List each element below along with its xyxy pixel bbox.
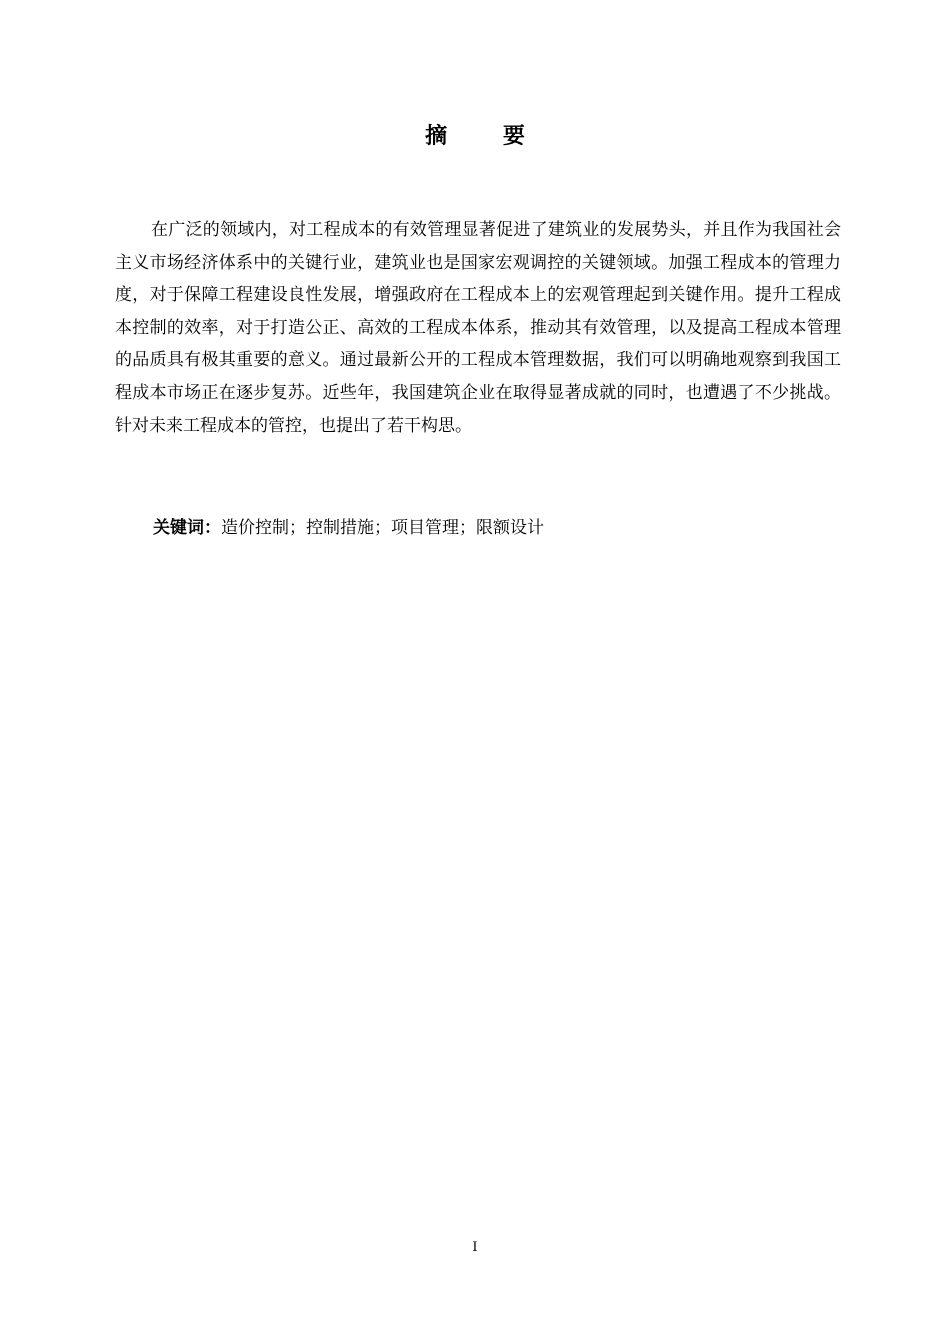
keywords-label: 关键词： xyxy=(153,518,221,538)
keywords-line xyxy=(153,512,843,544)
abstract-paragraph: 在广泛的领域内，对工程成本的有效管理显著促进了建筑业的发展势头，并且作为我国社会主义市场经济体系中的关键行业，建筑业也是国家宏观调控的关键领域。加强工程成本的管理力度，对于保障工程建设良性发展，增强政府在工程成本上的宏观管理起到关键作用。提升工程成本控制的效率，对于打造公正、高效的工程成本体系，推动其有效管理，以及提高工程成本管理的品质具有极其重要的意义。通过最新公开的工程成本管理数据，我们可以明确地观察到我国工程成本市场正在逐步复苏。近些年，我国建筑企业在取得显著成就的同时，也遭遇了不少挑战。针对未来工程成本的管控，也提出了若干构思。 xyxy=(115,220,841,436)
keywords-text: 造价控制；控制措施；项目管理；限额设计 xyxy=(221,518,544,538)
abstract-title: 摘 要 xyxy=(425,124,549,149)
page-number: I xyxy=(472,1240,478,1255)
